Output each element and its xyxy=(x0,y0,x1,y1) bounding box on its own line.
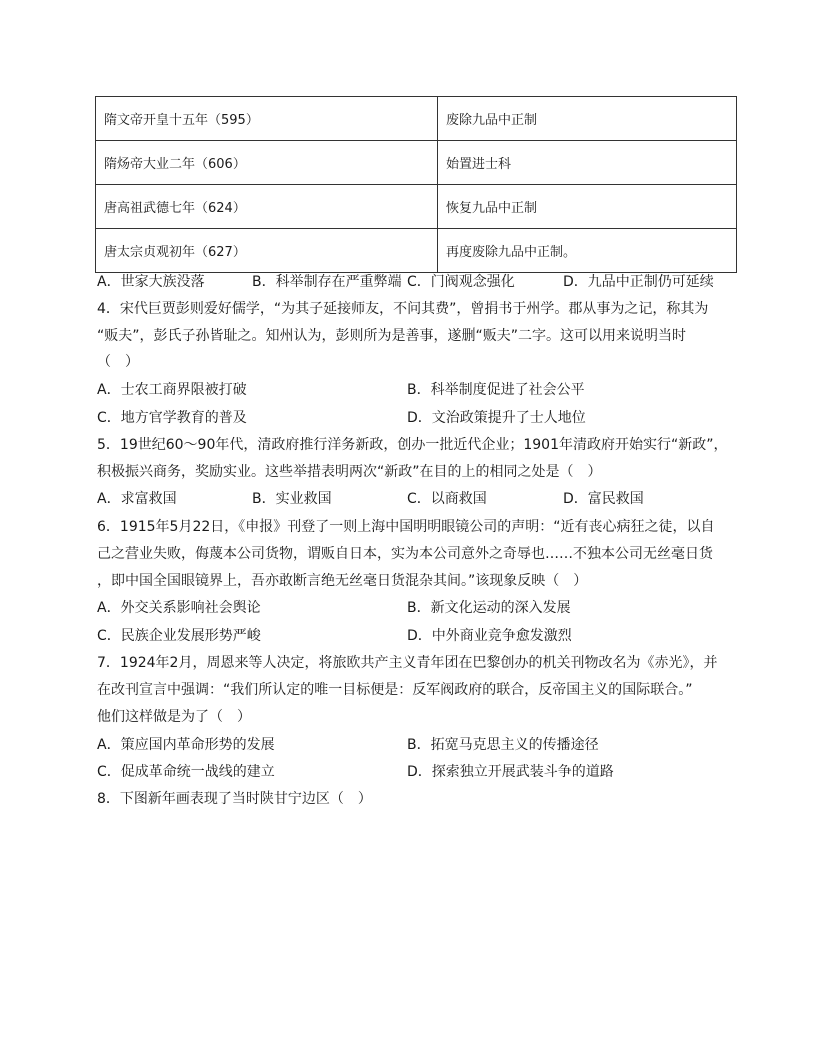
q4-option-c: C．地方官学教育的普及 xyxy=(97,410,247,426)
table-cell-event: 废除九品中正制 xyxy=(438,97,737,141)
q4-option-a: A．士农工商界限被打破 xyxy=(97,382,247,398)
q3-option-d: D．九品中正制仍可延续 xyxy=(563,274,714,290)
q6-option-a: A．外交关系影响社会舆论 xyxy=(97,600,261,616)
q7-stem-line-3: 他们这样做是为了（ ） xyxy=(97,709,251,725)
q5-option-a: A．求富救国 xyxy=(97,491,177,507)
q5-option-b: B．实业救国 xyxy=(252,491,332,507)
q6-stem-line-2: 己之营业失败，侮蔑本公司货物，谓贩自日本，实为本公司意外之奇辱也……不独本公司无丝毫日货 xyxy=(97,546,713,562)
q4-option-d: D．文治政策提升了士人地位 xyxy=(407,410,586,426)
table-row xyxy=(96,185,737,229)
table-row xyxy=(96,97,737,141)
table-cell-event: 始置进士科 xyxy=(438,141,737,185)
q6-option-d: D．中外商业竞争愈发激烈 xyxy=(407,628,572,644)
q8-stem-line-1: 8．下图新年画表现了当时陕甘宁边区（ ） xyxy=(97,791,372,807)
q6-stem-line-1: 6．1915年5月22日，《申报》刊登了一则上海中国明明眼镜公司的声明：“近有丧心病狂之徒，以自 xyxy=(97,519,715,535)
table-row xyxy=(96,141,737,185)
table-cell-time: 隋炀帝大业二年（606） xyxy=(96,141,438,185)
q7-stem-line-1: 7．1924年2月，周恩来等人决定，将旅欧共产主义青年团在巴黎创办的机关刊物改名为《赤光》，并 xyxy=(97,655,718,671)
table-cell-time: 隋文帝开皇十五年（595） xyxy=(96,97,438,141)
q5-stem-line-1: 5．19世纪60～90年代，清政府推行洋务新政，创办一批近代企业；1901年清政府开始实行“新政”， xyxy=(97,437,728,453)
q3-option-b: B．科举制存在严重弊端 xyxy=(252,274,402,290)
q3-option-a: A．世家大族没落 xyxy=(97,274,205,290)
table-cell-event: 恢复九品中正制 xyxy=(438,185,737,229)
q5-option-c: C．以商救国 xyxy=(407,491,487,507)
q4-option-b: B．科举制度促进了社会公平 xyxy=(407,382,585,398)
q7-option-b: B．拓宽马克思主义的传播途径 xyxy=(407,737,599,753)
table-row xyxy=(96,229,737,273)
table-cell-event: 再度废除九品中正制。 xyxy=(438,229,737,273)
q5-option-d: D．富民救国 xyxy=(563,491,644,507)
q3-option-c: C．门阀观念强化 xyxy=(407,274,515,290)
q6-option-b: B．新文化运动的深入发展 xyxy=(407,600,571,616)
q6-stem-line-3: ，即中国全国眼镜界上，吾亦敢断言绝无丝毫日货混杂其间。”该现象反映（ ） xyxy=(97,573,588,589)
table-cell-time: 唐太宗贞观初年（627） xyxy=(96,229,438,273)
q4-stem-line-1: 4．宋代巨贾彭则爱好儒学，“为其子延接师友，不问其费”，曾捐书于州学。郡从事为之记，称其为 xyxy=(97,301,709,317)
q4-stem-line-3: （ ） xyxy=(97,354,139,370)
q7-stem-line-2: 在改刊宣言中强调：“我们所认定的唯一目标便是：反军阀政府的联合，反帝国主义的国际联合。” xyxy=(97,682,693,698)
q7-option-c: C．促成革命统一战线的建立 xyxy=(97,764,275,780)
table-cell-time: 唐高祖武德七年（624） xyxy=(96,185,438,229)
q7-option-a: A．策应国内革命形势的发展 xyxy=(97,737,275,753)
history-table xyxy=(95,96,737,273)
q4-stem-line-2: “贩夫”，彭氏子孙皆耻之。知州认为，彭则所为是善事，遂删“贩夫”二字。这可以用来说明当时 xyxy=(97,328,687,344)
q5-stem-line-2: 积极振兴商务，奖励实业。这些举措表明两次“新政”在目的上的相同之处是（ ） xyxy=(97,464,602,480)
q6-option-c: C．民族企业发展形势严峻 xyxy=(97,628,261,644)
q7-option-d: D．探索独立开展武装斗争的道路 xyxy=(407,764,614,780)
